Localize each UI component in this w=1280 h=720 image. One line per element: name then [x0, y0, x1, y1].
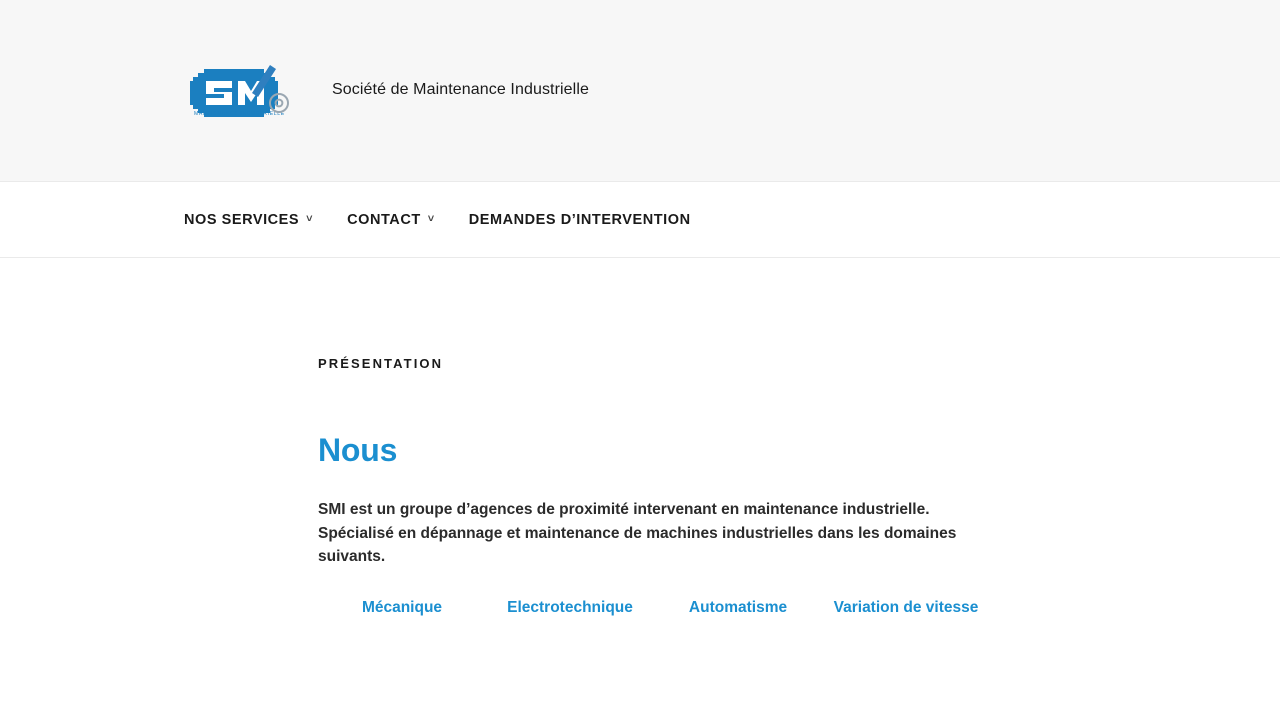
page-title: Nous	[318, 432, 398, 468]
chevron-down-icon[interactable]: ˅	[306, 212, 314, 225]
site-tagline: Société de Maintenance Industrielle	[332, 81, 589, 99]
nav-item-demandes-d-intervention[interactable]	[469, 212, 691, 228]
domain-item-automatisme[interactable]: Automatisme	[688, 598, 788, 616]
nav-inner	[0, 212, 691, 228]
section-kicker: PRÉSENTATION	[318, 356, 444, 371]
site-header	[0, 0, 1280, 182]
domain-list	[318, 596, 990, 620]
chevron-down-icon[interactable]: ˅	[427, 212, 435, 225]
nav-item-nos-services[interactable]	[184, 212, 313, 228]
domain-item-variation-de-vitesse[interactable]: Variation de vitesse	[833, 598, 979, 616]
primary-navigation	[0, 182, 1280, 258]
nav-item-contact[interactable]	[347, 212, 435, 228]
smi-logo-icon	[184, 55, 302, 127]
intro-paragraph: SMI est un groupe d’agences de proximité intervenant en maintenance industrielle. Spécialisé en dépannage et maintenance de machines industrielles dans les domaines suivants.	[318, 501, 957, 566]
nav-item-label: NOS SERVICES	[184, 211, 300, 228]
domain-item-electrotechnique[interactable]: Electrotechnique	[507, 598, 633, 616]
site-logo[interactable]	[184, 56, 302, 126]
svg-text:MAINTENANCE INDUSTRIELLE: MAINTENANCE INDUSTRIELLE	[194, 110, 285, 117]
main-content	[0, 356, 1280, 620]
header-inner	[0, 56, 1280, 126]
domain-item-mecanique[interactable]: Mécanique	[361, 598, 443, 616]
nav-item-label: DEMANDES D’INTERVENTION	[468, 211, 691, 228]
nav-item-label: CONTACT	[347, 211, 421, 228]
